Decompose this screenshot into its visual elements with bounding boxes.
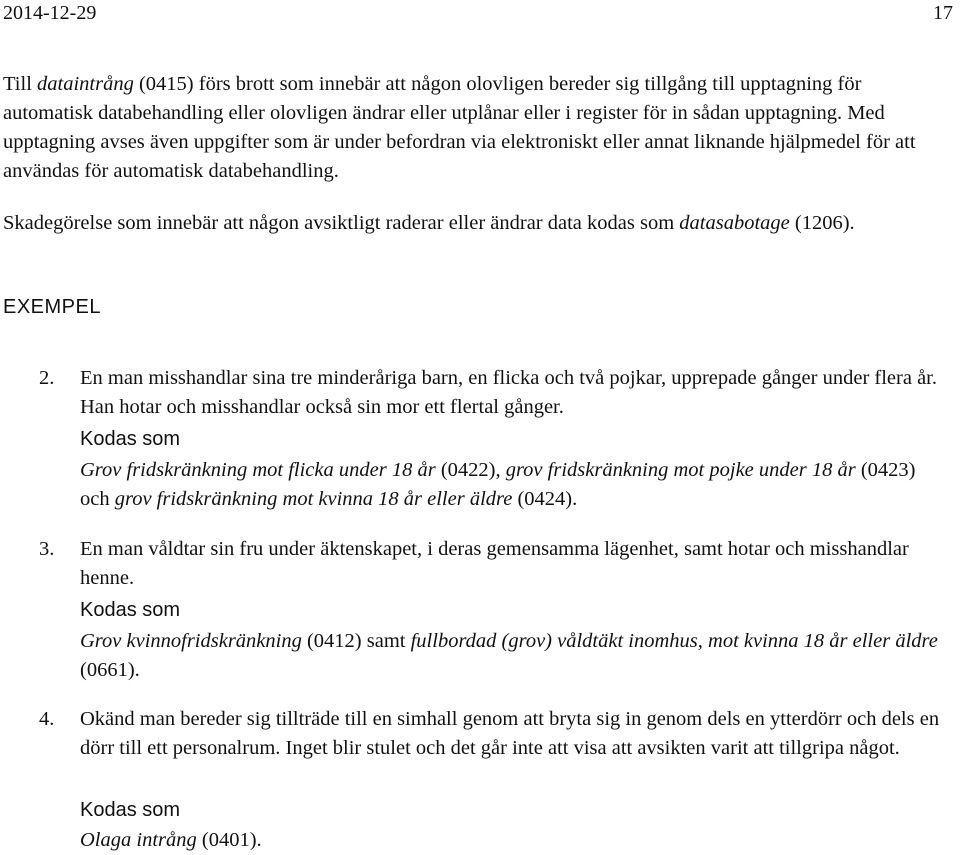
code-text: (0424). bbox=[512, 488, 578, 510]
term-italic: datasabotage bbox=[679, 212, 790, 234]
paragraph-datasabotage bbox=[3, 209, 953, 238]
example-description: Okänd man bereder sig tillträde till en simhall genom att bryta sig in genom dels en ytterdörr och dels en dörr till ett personalrum. Inget blir stulet och det går inte att visa att avsikten varit att tillgripa något. bbox=[80, 708, 940, 759]
text-segment: Till bbox=[3, 73, 38, 95]
code-text: (0661). bbox=[80, 659, 140, 681]
example-number: 3. bbox=[39, 538, 55, 560]
example-coding bbox=[80, 826, 950, 855]
crime-code-italic: Grov kvinnofridskränkning bbox=[80, 630, 302, 652]
page-number: 17 bbox=[933, 2, 953, 24]
section-heading: EXEMPEL bbox=[3, 296, 101, 318]
crime-code-italic: Grov fridskränkning mot flicka under 18 år bbox=[80, 459, 436, 481]
example-number: 4. bbox=[39, 708, 55, 730]
crime-code-italic: grov fridskränkning mot kvinna 18 år eller äldre bbox=[114, 488, 513, 510]
crime-code-italic: grov fridskränkning mot pojke under 18 år bbox=[505, 459, 856, 481]
example-number: 2. bbox=[39, 367, 55, 389]
kodas-som-label: Kodas som bbox=[80, 599, 181, 621]
code-text: (0423) och bbox=[80, 459, 916, 510]
crime-code-italic: Olaga intrång bbox=[80, 829, 197, 851]
example-coding bbox=[80, 627, 950, 685]
code-text: (0422), bbox=[435, 459, 506, 481]
kodas-som-label: Kodas som bbox=[80, 799, 181, 821]
text-segment: Skadegörelse som innebär att någon avsiktligt raderar eller ändrar data kodas som bbox=[3, 212, 680, 234]
text-segment: (0415) förs brott som innebär att någon olovligen bereder sig tillgång till upptagning för automatisk databehandling eller olovligen ändrar eller utplånar eller i register för in sådan upptagning. Med upptagning avses även uppgifter som är under befordran via elektroniskt eller annat liknande hjälpmedel för att användas för automatisk databehandling. bbox=[3, 73, 916, 182]
code-text: (0401). bbox=[196, 829, 262, 851]
text-segment: (1206). bbox=[789, 212, 855, 234]
paragraph-dataintrang bbox=[3, 70, 953, 186]
example-description: En man misshandlar sina tre minderåriga barn, en flicka och två pojkar, upprepade gånger under flera år. Han hotar och misshandlar också sin mor ett flertal gånger. bbox=[80, 367, 937, 418]
kodas-som-label: Kodas som bbox=[80, 428, 181, 450]
code-text: (0412) samt bbox=[301, 630, 411, 652]
example-coding bbox=[80, 456, 950, 514]
header-date: 2014-12-29 bbox=[3, 2, 97, 24]
crime-code-italic: fullbordad (grov) våldtäkt inomhus, mot kvinna 18 år eller äldre bbox=[410, 630, 938, 652]
term-italic: dataintrång bbox=[37, 73, 134, 95]
example-description: En man våldtar sin fru under äktenskapet, i deras gemensamma lägenhet, samt hotar och misshandlar henne. bbox=[80, 538, 909, 589]
